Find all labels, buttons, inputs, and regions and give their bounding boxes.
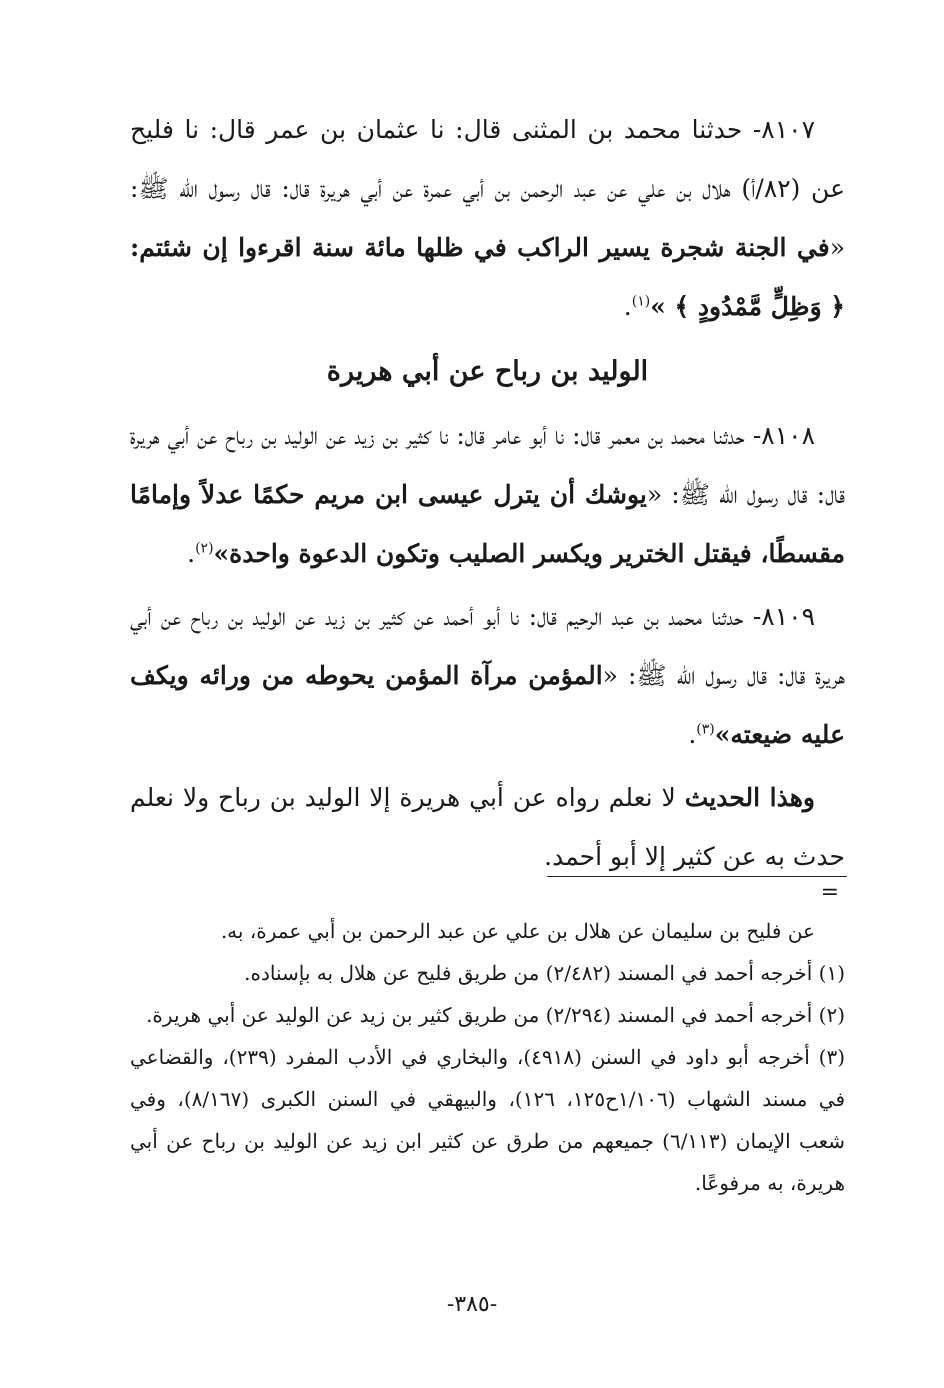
hadith-8108-end: . [187, 539, 196, 568]
footnote-continuation: عن فليح بن سليمان عن هلال بن علي عن عبد الرحمن بن أبي عمرة، به. [220, 919, 815, 943]
hadith-8107-isnad: ٨١٠٧- حدثنا محمد بن المثنى قال: نا عثمان بن عمر قال: نا فليح عن (٨٢/أ) هلال بن علي عن عبد الرحمن بن أبي عمرة عن أبي هريرة قال: قال رسول الله ﷺ: « [130, 115, 846, 262]
hadith-8109-isnad: ٨١٠٩- حدثنا محمد بن عبد الرحيم قال: نا أبو أحمد عن كثير بن زيد عن الوليد بن رباح عن أبي هريرة قال: قال رسول الله ﷺ: « [130, 602, 846, 690]
footnote-continuation-marker: = [820, 880, 839, 905]
comment-bold: وهذا الحديث [684, 783, 815, 812]
footnote-1: (١) أخرجه أحمد في المسند (٢/٤٨٢) من طريق فليح عن هلال به بإسناده. [244, 961, 845, 985]
comment-text: لا نعلم رواه عن أبي هريرة إلا الوليد بن رباح ولا نعلم حدث به عن كثير إلا أبو أحمد. [130, 783, 845, 871]
footnote-ref-3: (٣) [696, 721, 715, 738]
hadith-8109 [130, 587, 845, 764]
main-text [130, 100, 845, 886]
footnote-separator [547, 876, 847, 877]
footnotes [130, 910, 845, 1204]
footnote-3: (٣) أخرجه أبو داود في السنن (٤٩١٨)، والبخاري في الأدب المفرد (٢٣٩)، والقضاعي في مسند الشهاب (١/١٠٦ح١٢٥، ١٢٦)، والبيهقي في السنن الكبرى (٨/١٦٧)، وفي شعب الإيمان (٦/١١٣) جميعهم من طرق عن كثير ابن زيد عن الوليد بن رباح عن أبي هريرة، به مرفوعًا. [130, 1045, 846, 1195]
hadith-8108-isnad: ٨١٠٨- حدثنا محمد بن معمر قال: نا أبو عامر قال: نا كثير بن زيد عن الوليد بن رباح عن أبي هريرة قال: قال رسول الله ﷺ: « [130, 421, 846, 509]
hadith-8109-matn: المؤمن مرآة المؤمن يحوطه من ورائه ويكف عليه ضيعته» [130, 661, 845, 749]
page-number: -٣٨٥- [446, 1292, 498, 1317]
hadith-8109-end: . [688, 720, 697, 749]
footnote-ref-1: (١) [631, 293, 651, 310]
hadith-8108-matn: يوشك أن يترل عيسى ابن مريم حكمًا عدلاً وإمامًا مقسطًا، فيقتل الخترير ويكسر الصليب وتكون الدعوة واحدة» [130, 480, 845, 568]
hadith-8107 [130, 100, 845, 336]
comment-paragraph [130, 768, 845, 886]
hadith-8107-matn: في الجنة شجرة يسير الراكب في ظلها مائة سنة اقرءوا إن شئتم: ﴿ وَظِلٍّ مَّمْدُودٍ ﴾ » [130, 233, 845, 321]
hadith-8108 [130, 406, 845, 583]
section-heading: الوليد بن رباح عن أبي هريرة [326, 356, 649, 387]
footnote-2: (٢) أخرجه أحمد في المسند (٢/٢٩٤) من طريق كثير بن زيد عن الوليد عن أبي هريرة. [146, 1003, 845, 1027]
hadith-8107-end: . [623, 292, 632, 321]
footnote-ref-2: (٢) [195, 540, 214, 557]
